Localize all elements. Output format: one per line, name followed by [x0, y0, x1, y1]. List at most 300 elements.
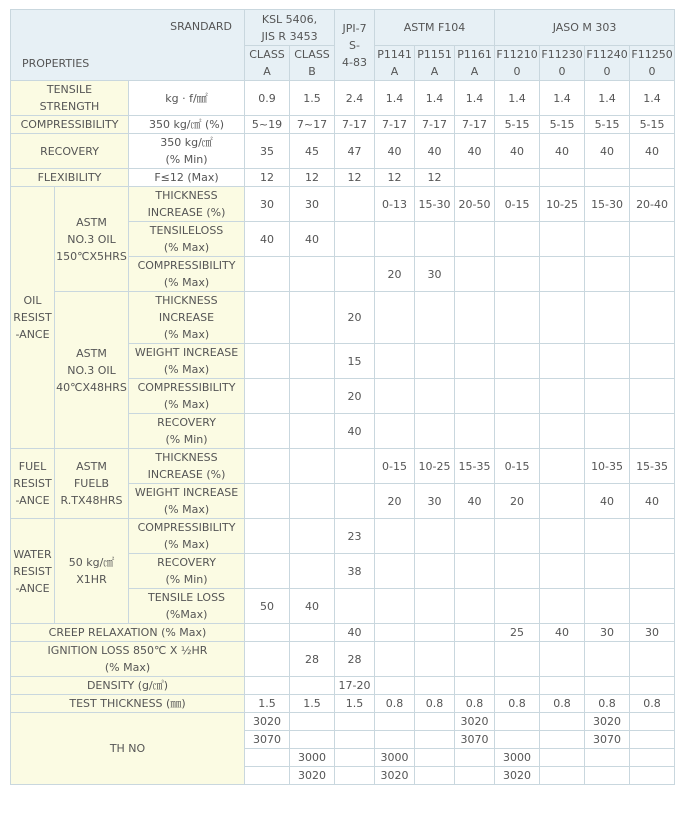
- standard-class-header: [415, 46, 455, 81]
- table-row: [11, 187, 675, 222]
- table-row: [11, 519, 675, 554]
- sub-property-label: [129, 589, 245, 624]
- cell-text: (% Max): [163, 503, 210, 516]
- value-cell: [375, 222, 415, 257]
- value-cell: 40: [415, 134, 455, 169]
- table-row: [11, 134, 675, 169]
- th-no-label: TH NO: [11, 713, 245, 785]
- cell-text: 40℃X48HRS: [56, 380, 127, 394]
- value-cell: 15-35: [630, 449, 675, 484]
- table-row: [11, 624, 675, 642]
- value-cell: [290, 414, 335, 449]
- value-cell: [455, 589, 495, 624]
- value-cell: 40: [455, 484, 495, 519]
- value-cell: 40: [630, 134, 675, 169]
- value-cell: [585, 589, 630, 624]
- value-cell: 12: [245, 169, 290, 187]
- cell-text: kg · f/㎟: [165, 91, 208, 105]
- value-cell: [245, 414, 290, 449]
- cell-text: (% Max): [163, 241, 210, 254]
- cell-text: (%Max): [165, 608, 208, 621]
- value-cell: [585, 222, 630, 257]
- value-cell: 5-15: [630, 116, 675, 134]
- value-cell: [495, 292, 540, 344]
- cell-text: RESIST: [13, 477, 52, 490]
- condition-label: [129, 81, 245, 116]
- value-cell: [375, 642, 415, 677]
- value-cell: [415, 222, 455, 257]
- value-cell: [245, 624, 290, 642]
- value-cell: [540, 169, 585, 187]
- value-cell: [540, 484, 585, 519]
- value-cell: 3020: [375, 767, 415, 785]
- standard-class-header: [630, 46, 675, 81]
- cell-text: RECOVERY: [40, 144, 99, 158]
- value-cell: 23: [335, 519, 375, 554]
- table-row: [11, 695, 675, 713]
- cell-text: ASTM: [76, 460, 107, 473]
- value-cell: [455, 222, 495, 257]
- cell-text: -ANCE: [15, 328, 50, 341]
- property-label: [11, 695, 245, 713]
- value-cell: [455, 292, 495, 344]
- value-cell: 40: [290, 589, 335, 624]
- table-row: [11, 642, 675, 677]
- value-cell: [335, 187, 375, 222]
- cell-text: ASTM: [76, 215, 107, 229]
- value-cell: [245, 677, 290, 695]
- value-cell: 12: [415, 169, 455, 187]
- value-cell: 5-15: [585, 116, 630, 134]
- value-cell: 17-20: [335, 677, 375, 695]
- value-cell: [290, 292, 335, 344]
- cell-text: RECOVERY: [157, 416, 216, 429]
- cell-text: X1HR: [76, 573, 107, 586]
- value-cell: [495, 519, 540, 554]
- cell-text: B: [308, 65, 316, 78]
- value-cell: [290, 713, 335, 731]
- cell-text: (% Max): [163, 276, 210, 289]
- value-cell: 20-40: [630, 187, 675, 222]
- value-cell: [540, 222, 585, 257]
- standard-group-astm: [375, 10, 495, 46]
- value-cell: 3070: [455, 731, 495, 749]
- value-cell: 40: [335, 624, 375, 642]
- value-cell: 0-15: [375, 449, 415, 484]
- value-cell: [415, 554, 455, 589]
- value-cell: [540, 642, 585, 677]
- value-cell: [290, 484, 335, 519]
- value-cell: [630, 344, 675, 379]
- value-cell: 20: [495, 484, 540, 519]
- property-label: [11, 169, 129, 187]
- value-cell: 0.8: [455, 695, 495, 713]
- cell-text: CLASS: [249, 48, 285, 61]
- value-cell: 40: [585, 134, 630, 169]
- value-cell: [290, 624, 335, 642]
- value-cell: [495, 731, 540, 749]
- value-cell: 5~19: [245, 116, 290, 134]
- standard-class-header: [455, 46, 495, 81]
- water-condition: [55, 519, 129, 624]
- value-cell: 38: [335, 554, 375, 589]
- cell-text: JPI-7: [342, 21, 367, 35]
- value-cell: [495, 554, 540, 589]
- value-cell: [540, 414, 585, 449]
- cell-text: F11240: [586, 48, 628, 61]
- sub-property-label: [129, 222, 245, 257]
- value-cell: 3020: [455, 713, 495, 731]
- value-cell: 20: [335, 292, 375, 344]
- value-cell: 2.4: [335, 81, 375, 116]
- value-cell: [455, 642, 495, 677]
- value-cell: [630, 731, 675, 749]
- value-cell: [585, 767, 630, 785]
- value-cell: [540, 713, 585, 731]
- value-cell: [375, 624, 415, 642]
- value-cell: [455, 379, 495, 414]
- value-cell: 1.5: [290, 695, 335, 713]
- value-cell: [495, 642, 540, 677]
- value-cell: 20: [375, 484, 415, 519]
- value-cell: [415, 379, 455, 414]
- cell-text: A: [430, 65, 439, 78]
- sub-property-label: [129, 484, 245, 519]
- value-cell: 12: [290, 169, 335, 187]
- value-cell: [630, 642, 675, 677]
- value-cell: 3000: [495, 749, 540, 767]
- property-label: [11, 116, 129, 134]
- value-cell: [540, 677, 585, 695]
- value-cell: [375, 731, 415, 749]
- value-cell: [455, 677, 495, 695]
- standard-group-jaso: [495, 10, 675, 46]
- value-cell: [415, 749, 455, 767]
- value-cell: 30: [245, 187, 290, 222]
- cell-text: 150℃X5HRS: [56, 249, 127, 263]
- cell-text: 0: [558, 65, 566, 78]
- value-cell: 1.5: [290, 81, 335, 116]
- cell-text: STRENGTH: [39, 100, 100, 113]
- value-cell: [245, 642, 290, 677]
- value-cell: 30: [415, 484, 455, 519]
- oil-condition-b: [55, 292, 129, 449]
- value-cell: [455, 554, 495, 589]
- value-cell: [415, 642, 455, 677]
- value-cell: 7-17: [375, 116, 415, 134]
- cell-text: S-: [349, 38, 360, 52]
- oil-resistance-label: [11, 187, 55, 449]
- value-cell: [290, 344, 335, 379]
- value-cell: [585, 344, 630, 379]
- value-cell: 5-15: [495, 116, 540, 134]
- cell-text: RESIST: [13, 311, 52, 324]
- table-row: [11, 169, 675, 187]
- cell-text: FUEL: [18, 460, 47, 473]
- value-cell: 3020: [585, 713, 630, 731]
- value-cell: [335, 749, 375, 767]
- value-cell: 0-15: [495, 449, 540, 484]
- cell-text: 350 kg/㎠ (%): [148, 118, 225, 131]
- value-cell: [415, 677, 455, 695]
- value-cell: [415, 713, 455, 731]
- value-cell: [335, 731, 375, 749]
- standard-class-header: [375, 46, 415, 81]
- cell-text: 0: [513, 65, 521, 78]
- cell-text: INCREASE (%): [147, 468, 226, 481]
- cell-text: ASTM F104: [403, 21, 466, 34]
- value-cell: 3020: [495, 767, 540, 785]
- value-cell: 1.4: [585, 81, 630, 116]
- value-cell: 40: [540, 134, 585, 169]
- value-cell: 35: [245, 134, 290, 169]
- value-cell: 0.8: [585, 695, 630, 713]
- value-cell: [495, 222, 540, 257]
- value-cell: [290, 731, 335, 749]
- value-cell: [375, 414, 415, 449]
- sub-property-label: [129, 379, 245, 414]
- properties-label: PROPERTIES: [22, 57, 90, 70]
- value-cell: [495, 344, 540, 379]
- standard-class-header: [495, 46, 540, 81]
- value-cell: [290, 519, 335, 554]
- value-cell: [455, 519, 495, 554]
- value-cell: [375, 677, 415, 695]
- value-cell: [495, 414, 540, 449]
- value-cell: [495, 379, 540, 414]
- value-cell: [495, 169, 540, 187]
- cell-text: KSL 5406,: [261, 12, 318, 26]
- value-cell: [540, 749, 585, 767]
- value-cell: [375, 344, 415, 379]
- value-cell: 0.8: [415, 695, 455, 713]
- value-cell: 1.4: [495, 81, 540, 116]
- cell-text: F11210: [496, 48, 538, 61]
- value-cell: 30: [630, 624, 675, 642]
- value-cell: [540, 731, 585, 749]
- value-cell: [375, 713, 415, 731]
- cell-text: (% Max): [163, 538, 210, 551]
- cell-text: 50 kg/㎠: [68, 556, 115, 569]
- cell-text: IGNITION LOSS 850℃ X ½HR: [47, 644, 208, 657]
- cell-text: (% Min): [165, 573, 208, 586]
- value-cell: [415, 519, 455, 554]
- value-cell: [455, 749, 495, 767]
- standard-class-header: [540, 46, 585, 81]
- value-cell: [630, 749, 675, 767]
- value-cell: [540, 449, 585, 484]
- value-cell: [335, 713, 375, 731]
- value-cell: 15-30: [415, 187, 455, 222]
- value-cell: 50: [245, 589, 290, 624]
- cell-text: A: [390, 65, 399, 78]
- value-cell: 10-35: [585, 449, 630, 484]
- cell-text: INCREASE: [158, 311, 215, 324]
- sub-property-label: [129, 344, 245, 379]
- header-corner: [11, 10, 245, 81]
- table-row: [11, 292, 675, 344]
- cell-text: -ANCE: [15, 494, 50, 507]
- value-cell: [585, 379, 630, 414]
- fuel-resistance-label: [11, 449, 55, 519]
- value-cell: 25: [495, 624, 540, 642]
- value-cell: [585, 749, 630, 767]
- gasket-properties-table: [10, 9, 675, 785]
- cell-text: WEIGHT INCREASE: [134, 346, 239, 359]
- value-cell: [630, 257, 675, 292]
- value-cell: [245, 292, 290, 344]
- value-cell: [245, 449, 290, 484]
- cell-text: DENSITY (g/㎤): [86, 679, 169, 692]
- value-cell: [540, 292, 585, 344]
- value-cell: [290, 257, 335, 292]
- value-cell: [245, 519, 290, 554]
- value-cell: 45: [290, 134, 335, 169]
- cell-text: TENSILE: [46, 83, 93, 96]
- cell-text: 0: [648, 65, 656, 78]
- cell-text: WEIGHT INCREASE: [134, 486, 239, 499]
- cell-text: CLASS: [294, 48, 330, 61]
- value-cell: [245, 484, 290, 519]
- cell-text: COMPRESSIBILITY: [137, 521, 236, 534]
- table-row: [11, 10, 675, 46]
- sub-property-label: [129, 449, 245, 484]
- value-cell: [585, 554, 630, 589]
- cell-text: RESIST: [13, 564, 52, 578]
- value-cell: [630, 519, 675, 554]
- value-cell: 20: [335, 379, 375, 414]
- cell-text: TEST THICKNESS (㎜): [69, 697, 186, 710]
- value-cell: 3020: [290, 767, 335, 785]
- value-cell: [455, 344, 495, 379]
- cell-text: R.TX48HRS: [60, 494, 123, 507]
- value-cell: [585, 414, 630, 449]
- cell-text: FLEXIBILITY: [37, 171, 102, 184]
- value-cell: 0-13: [375, 187, 415, 222]
- value-cell: [540, 344, 585, 379]
- value-cell: [540, 379, 585, 414]
- cell-text: NO.3 OIL: [67, 232, 116, 246]
- cell-text: JIS R 3453: [261, 29, 318, 43]
- sub-property-label: [129, 519, 245, 554]
- standard-label: SRANDARD: [170, 20, 233, 33]
- value-cell: [415, 731, 455, 749]
- table-row: [11, 677, 675, 695]
- cell-text: 350 kg/㎠: [160, 136, 213, 149]
- value-cell: 3070: [245, 731, 290, 749]
- value-cell: [415, 292, 455, 344]
- condition-label: [129, 169, 245, 187]
- cell-text: NO.3 OIL: [67, 363, 116, 377]
- value-cell: [585, 257, 630, 292]
- value-cell: [455, 169, 495, 187]
- value-cell: 40: [245, 222, 290, 257]
- value-cell: 3000: [375, 749, 415, 767]
- value-cell: [630, 677, 675, 695]
- cell-text: RECOVERY: [157, 556, 216, 569]
- value-cell: [495, 713, 540, 731]
- fuel-condition: [55, 449, 129, 519]
- cell-text: (% Min): [165, 433, 208, 446]
- property-label: [11, 134, 129, 169]
- cell-text: JASO M 303: [552, 21, 617, 34]
- value-cell: [335, 589, 375, 624]
- value-cell: 1.4: [415, 81, 455, 116]
- value-cell: 1.5: [245, 695, 290, 713]
- property-label: [11, 81, 129, 116]
- value-cell: [245, 379, 290, 414]
- value-cell: 3000: [290, 749, 335, 767]
- value-cell: 40: [375, 134, 415, 169]
- value-cell: [540, 554, 585, 589]
- value-cell: [290, 554, 335, 589]
- value-cell: 3020: [245, 713, 290, 731]
- value-cell: [630, 589, 675, 624]
- value-cell: [630, 414, 675, 449]
- value-cell: [585, 677, 630, 695]
- value-cell: 7-17: [415, 116, 455, 134]
- value-cell: 1.4: [455, 81, 495, 116]
- sub-property-label: [129, 292, 245, 344]
- cell-text: INCREASE (%): [147, 206, 226, 219]
- value-cell: 0.8: [630, 695, 675, 713]
- cell-text: P1141: [377, 48, 412, 61]
- value-cell: 30: [290, 187, 335, 222]
- value-cell: [290, 449, 335, 484]
- value-cell: 15-35: [455, 449, 495, 484]
- cell-text: (% Max): [163, 363, 210, 376]
- property-label: [11, 624, 245, 642]
- cell-text: COMPRESSIBILITY: [137, 259, 236, 272]
- value-cell: [245, 257, 290, 292]
- value-cell: [540, 589, 585, 624]
- cell-text: F11250: [631, 48, 673, 61]
- value-cell: [455, 414, 495, 449]
- cell-text: THICKNESS: [155, 451, 218, 464]
- cell-text: COMPRESSIBILITY: [137, 381, 236, 394]
- value-cell: 7~17: [290, 116, 335, 134]
- cell-text: 0: [603, 65, 611, 78]
- cell-text: FUELB: [73, 477, 109, 490]
- value-cell: [375, 379, 415, 414]
- value-cell: [335, 222, 375, 257]
- value-cell: 1.4: [375, 81, 415, 116]
- value-cell: 1.4: [630, 81, 675, 116]
- value-cell: [585, 292, 630, 344]
- value-cell: 28: [335, 642, 375, 677]
- cell-text: A: [263, 65, 271, 78]
- value-cell: [375, 589, 415, 624]
- value-cell: 0.9: [245, 81, 290, 116]
- sub-property-label: [129, 554, 245, 589]
- value-cell: 40: [290, 222, 335, 257]
- value-cell: [630, 713, 675, 731]
- value-cell: 7-17: [335, 116, 375, 134]
- value-cell: [245, 749, 290, 767]
- value-cell: [415, 344, 455, 379]
- cell-text: F11230: [541, 48, 583, 61]
- value-cell: 1.5: [335, 695, 375, 713]
- value-cell: [630, 379, 675, 414]
- value-cell: [455, 624, 495, 642]
- value-cell: [415, 767, 455, 785]
- value-cell: [540, 257, 585, 292]
- condition-label: [129, 134, 245, 169]
- value-cell: 40: [585, 484, 630, 519]
- value-cell: [415, 589, 455, 624]
- value-cell: 30: [415, 257, 455, 292]
- cell-text: P1161: [457, 48, 492, 61]
